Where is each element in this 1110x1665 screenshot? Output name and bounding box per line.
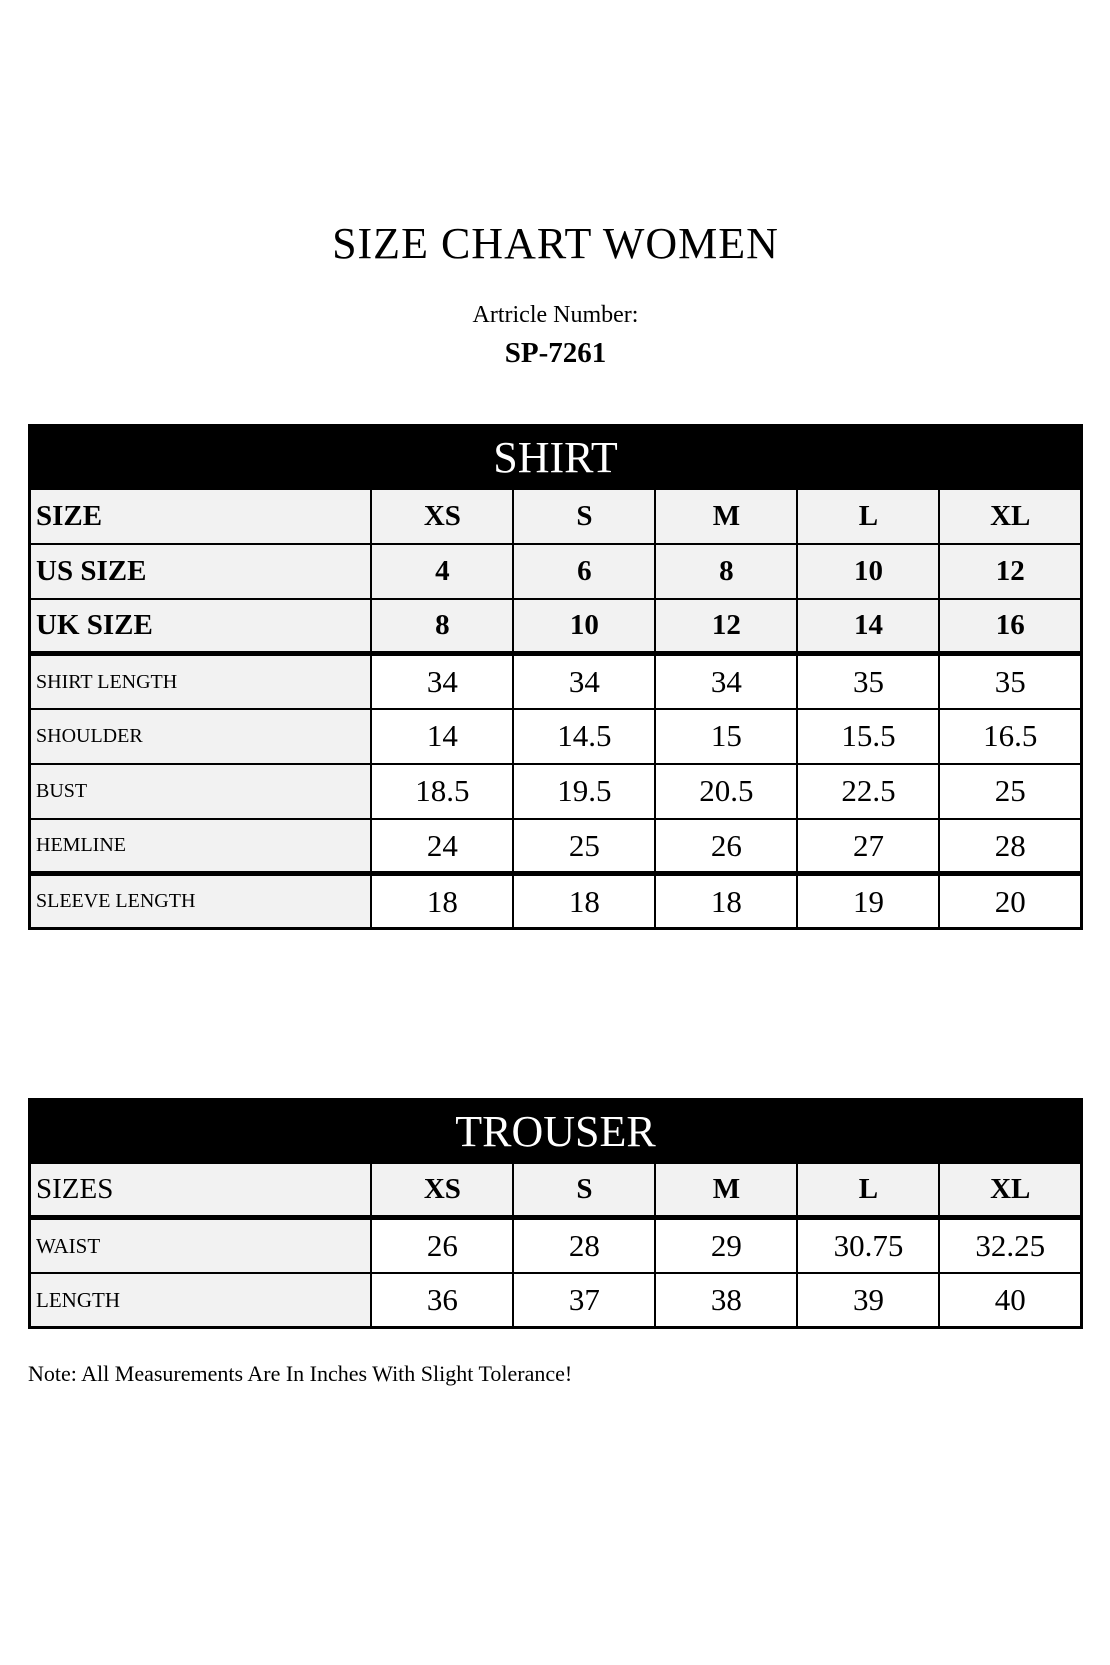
measurement-value: 18.5 <box>371 764 513 819</box>
row-label: US SIZE <box>30 544 372 599</box>
measurement-value: 28 <box>939 819 1081 874</box>
measurement-value: 18 <box>513 874 655 929</box>
trouser_table-band-row <box>30 1100 1082 1163</box>
measurement-value: 14.5 <box>513 709 655 764</box>
row-label: LENGTH <box>30 1273 372 1328</box>
measurement-value: 20.5 <box>655 764 797 819</box>
shirt_table-size-row <box>30 544 1082 599</box>
row-label: UK SIZE <box>30 599 372 654</box>
measurement-value: 38 <box>655 1273 797 1328</box>
shirt-size-table <box>28 424 1083 930</box>
page-title: SIZE CHART WOMEN <box>332 219 779 268</box>
size-value: M <box>655 489 797 544</box>
shirt_table-measurement-row <box>30 819 1082 874</box>
measurement-value: 15.5 <box>797 709 939 764</box>
size-value: 10 <box>513 599 655 654</box>
size-value: 10 <box>797 544 939 599</box>
shirt_table-size-row <box>30 489 1082 544</box>
measurement-value: 20 <box>939 874 1081 929</box>
size-value: 8 <box>371 599 513 654</box>
measurement-value: 16.5 <box>939 709 1081 764</box>
shirt_table-measurement-row <box>30 764 1082 819</box>
size-value: XL <box>939 489 1081 544</box>
size-value: XS <box>371 489 513 544</box>
measurement-value: 30.75 <box>797 1218 939 1273</box>
trouser_table-size-row <box>30 1163 1082 1218</box>
measurement-value: 24 <box>371 819 513 874</box>
size-value: XL <box>939 1163 1081 1218</box>
measurement-value: 18 <box>371 874 513 929</box>
article-number-label: Artricle Number: <box>472 302 639 329</box>
measurement-value: 25 <box>939 764 1081 819</box>
row-label: SHIRT LENGTH <box>30 654 372 709</box>
measurement-value: 19 <box>797 874 939 929</box>
measurement-value: 34 <box>371 654 513 709</box>
size-value: L <box>797 489 939 544</box>
measurement-value: 39 <box>797 1273 939 1328</box>
measurement-value: 14 <box>371 709 513 764</box>
size-value: M <box>655 1163 797 1218</box>
size-value: 16 <box>939 599 1081 654</box>
shirt_table-header: SHIRT <box>30 426 1082 489</box>
shirt_table-measurement-row <box>30 654 1082 709</box>
article-number-value: SP-7261 <box>504 337 607 370</box>
measurement-note: Note: All Measurements Are In Inches With Slight Tolerance! <box>28 1361 573 1387</box>
size-value: S <box>513 489 655 544</box>
content-area <box>28 0 1083 1387</box>
size-value: 6 <box>513 544 655 599</box>
shirt_table-band-row <box>30 426 1082 489</box>
measurement-value: 34 <box>655 654 797 709</box>
row-label: SLEEVE LENGTH <box>30 874 372 929</box>
size-value: L <box>797 1163 939 1218</box>
trouser_table-measurement-row <box>30 1273 1082 1328</box>
row-label: SIZES <box>30 1163 372 1218</box>
size-value: 4 <box>371 544 513 599</box>
measurement-value: 19.5 <box>513 764 655 819</box>
measurement-value: 29 <box>655 1218 797 1273</box>
measurement-value: 32.25 <box>939 1218 1081 1273</box>
size-value: S <box>513 1163 655 1218</box>
shirt_table-measurement-row <box>30 709 1082 764</box>
measurement-value: 34 <box>513 654 655 709</box>
shirt_table-measurement-row <box>30 874 1082 929</box>
measurement-value: 35 <box>939 654 1081 709</box>
size-value: 12 <box>655 599 797 654</box>
measurement-value: 40 <box>939 1273 1081 1328</box>
measurement-value: 18 <box>655 874 797 929</box>
row-label: SIZE <box>30 489 372 544</box>
row-label: HEMLINE <box>30 819 372 874</box>
measurement-value: 27 <box>797 819 939 874</box>
row-label: BUST <box>30 764 372 819</box>
measurement-value: 26 <box>655 819 797 874</box>
row-label: SHOULDER <box>30 709 372 764</box>
size-value: 12 <box>939 544 1081 599</box>
row-label: WAIST <box>30 1218 372 1273</box>
measurement-value: 26 <box>371 1218 513 1273</box>
measurement-value: 22.5 <box>797 764 939 819</box>
trouser_table-measurement-row <box>30 1218 1082 1273</box>
measurement-value: 35 <box>797 654 939 709</box>
measurement-value: 37 <box>513 1273 655 1328</box>
trouser_table-header: TROUSER <box>30 1100 1082 1163</box>
measurement-value: 15 <box>655 709 797 764</box>
measurement-value: 25 <box>513 819 655 874</box>
trouser-size-table <box>28 1098 1083 1329</box>
measurement-value: 36 <box>371 1273 513 1328</box>
size-value: XS <box>371 1163 513 1218</box>
size-value: 8 <box>655 544 797 599</box>
measurement-value: 28 <box>513 1218 655 1273</box>
size-value: 14 <box>797 599 939 654</box>
shirt_table-size-row <box>30 599 1082 654</box>
